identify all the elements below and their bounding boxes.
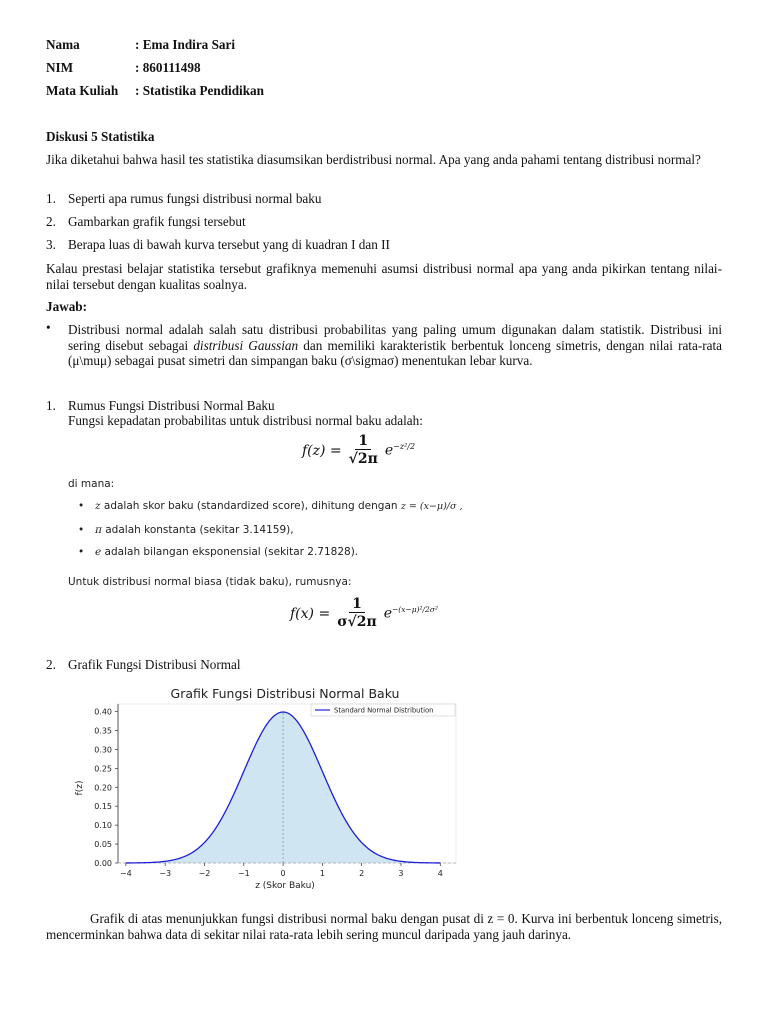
normal-distribution-chart (68, 680, 468, 892)
y-tick-label: 0.10 (94, 821, 112, 831)
x-tick-label: −1 (237, 869, 250, 878)
section1-number: 1. (46, 398, 56, 413)
formula-denominator: σ√2π (337, 614, 377, 630)
formula-e: e (384, 442, 394, 459)
general-formula-intro: Untuk distribusi normal biasa (tidak baku), rumusnya: (68, 576, 352, 588)
question-number: 2. (46, 214, 56, 229)
graph-caption: Grafik di atas menunjukkan fungsi distribusi normal baku dengan pusat di z = 0. Kurva ini berbentuk lonceng simetris, mencerminkan bahwa data di sekitar nilai rata-rata lebih sering muncul daripada yang jauh darinya. (46, 911, 722, 942)
x-tick-label: −2 (198, 869, 211, 878)
symbol-definition (95, 500, 463, 512)
question-text: Berapa luas di bawah kurva tersebut yang di kuadran I dan II (68, 237, 390, 252)
symbol-definition (95, 524, 294, 536)
x-tick-label: 2 (359, 869, 365, 878)
formula-exponent: −z²/2 (393, 442, 416, 452)
y-tick-label: 0.40 (94, 707, 112, 717)
y-tick-label: 0.20 (94, 783, 112, 793)
chart-xlabel: z (Skor Baku) (255, 881, 315, 891)
section2-title: Grafik Fungsi Distribusi Normal (68, 657, 241, 672)
identity-value-nim: : 860111498 (135, 60, 201, 75)
symbol-z: z (95, 500, 101, 512)
y-tick-label: 0.35 (94, 726, 112, 736)
y-tick-label: 0.25 (94, 764, 112, 774)
formula-exponent: −(x−μ)²/2σ² (392, 605, 438, 615)
identity-label-name: Nama (46, 37, 80, 52)
formula-lhs: f(z) = (302, 442, 342, 459)
identity-value-name: : Ema Indira Sari (135, 37, 236, 52)
intro-paragraph: Jika diketahui bahwa hasil tes statistika diasumsikan berdistribusi normal. Apa yang anda pahami tentang distribusi normal? (46, 152, 701, 167)
formula-fraction (346, 433, 381, 468)
formula-exponential (385, 442, 415, 459)
definition-text: adalah konstanta (sekitar 3.14159), (101, 524, 294, 536)
definition-text: adalah bilangan eksponensial (sekitar 2.71828). (101, 546, 359, 558)
closing-question: Kalau prestasi belajar statistika tersebut grafiknya memenuhi asumsi distribusi normal apa yang anda pikirkan tentang nilai-nilai tersebut dengan kualitas soalnya. (46, 261, 722, 292)
identity-value-course: : Statistika Pendidikan (135, 83, 264, 98)
bullet-dot: • (78, 546, 85, 558)
chart-plot-area (94, 704, 456, 878)
x-tick-label: 3 (398, 869, 404, 878)
bullet-dot: • (46, 320, 51, 335)
chart-ylabel: f(z) (75, 780, 85, 796)
identity-label-course: Mata Kuliah (46, 83, 119, 98)
x-tick-label: 4 (437, 869, 443, 878)
question-text: Seperti apa rumus fungsi distribusi normal baku (68, 191, 322, 206)
formula-general-normal (290, 596, 438, 631)
answer-label: Jawab: (46, 299, 88, 314)
question-number: 3. (46, 237, 56, 252)
y-tick-label: 0.15 (94, 802, 112, 812)
y-tick-label: 0.30 (94, 745, 112, 755)
section1-title: Rumus Fungsi Distribusi Normal Baku (68, 398, 275, 413)
y-tick-label: 0.00 (94, 859, 112, 868)
symbol-pi: π (95, 524, 102, 536)
page-heading: Diskusi 5 Statistika (46, 129, 155, 144)
answer-bullet-text-part: dan memiliki karakteristik berbentuk lonceng simetris, dengan nilai rata-rata (μ\muμ) sebagai pusat simetri dan simpangan baku (σ\sigmaσ) menentukan lebar kurva. (68, 337, 722, 368)
question-number: 1. (46, 191, 56, 206)
x-tick-label: −4 (119, 869, 132, 878)
y-tick-label: 0.05 (94, 840, 112, 850)
formula-lhs: f(x) = (290, 605, 331, 622)
question-text: Gambarkan grafik fungsi tersebut (68, 214, 246, 229)
z-formula: z = (x−μ)/σ , (400, 501, 463, 512)
x-tick-label: 0 (280, 869, 286, 878)
bullet-dot: • (78, 524, 85, 536)
formula-denominator: √2π (348, 451, 378, 467)
answer-bullet-text (68, 322, 722, 369)
answer-bullet-text-part: Distribusi normal adalah salah satu distribusi probabilitas yang paling umum digunakan dalam statistik. Distribusi ini sering disebut sebagai (68, 322, 722, 353)
formula-e: e (383, 605, 392, 622)
symbol-e: e (95, 546, 102, 558)
section1-subtitle: Fungsi kepadatan probabilitas untuk distribusi normal baku adalah: (68, 413, 423, 428)
dimana-label: di mana: (68, 478, 115, 490)
bullet-dot: • (78, 500, 85, 512)
formula-numerator: 1 (355, 433, 371, 450)
identity-label-nim: NIM (46, 60, 74, 75)
formula-exponential (384, 605, 438, 622)
formula-standard-normal (302, 433, 415, 468)
formula-fraction (334, 596, 380, 631)
definition-text: adalah skor baku (standardized score), dihitung dengan (100, 500, 401, 512)
chart-title: Grafik Fungsi Distribusi Normal Baku (170, 686, 400, 701)
formula-numerator: 1 (349, 596, 365, 613)
legend-label: Standard Normal Distribution (334, 706, 434, 715)
section2-number: 2. (46, 657, 56, 672)
x-tick-label: 1 (319, 869, 325, 878)
answer-bullet-italic: distribusi Gaussian (193, 337, 299, 353)
symbol-definition (95, 546, 358, 558)
x-tick-label: −3 (159, 869, 172, 878)
